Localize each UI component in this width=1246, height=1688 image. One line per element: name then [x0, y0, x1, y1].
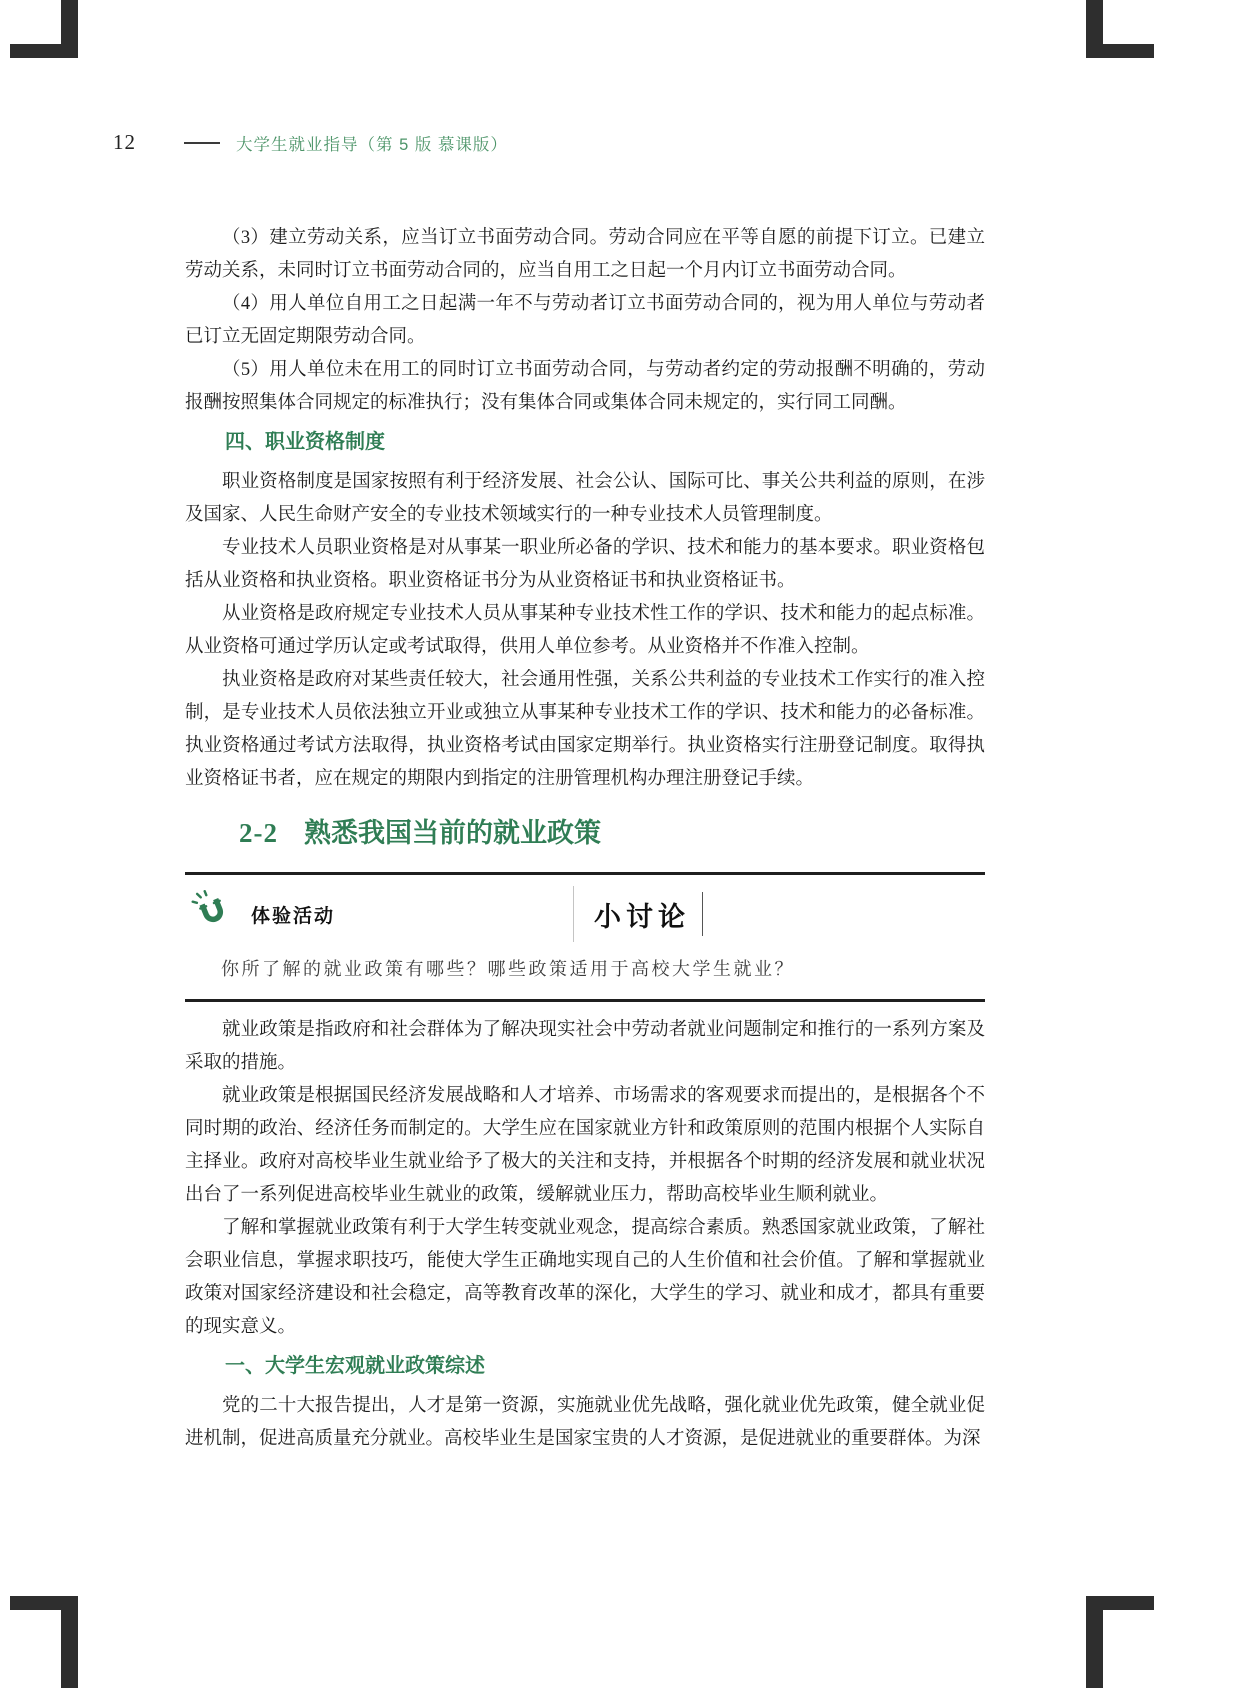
- paragraph: 党的二十大报告提出，人才是第一资源，实施就业优先战略，强化就业优先政策，健全就业促进机制，促进高质量充分就业。高校毕业生是国家宝贵的人才资源，是促进就业的重要群体。为深: [185, 1396, 985, 1449]
- corner-mark-bottom-left: [10, 1596, 78, 1688]
- activity-divider-dark: [702, 892, 703, 936]
- corner-mark-bottom-right: [1086, 1596, 1154, 1688]
- paragraph: （4）用人单位自用工之日起满一年不与劳动者订立书面劳动合同的，视为用人单位与劳动者已订立无固定期限劳动合同。: [185, 294, 985, 347]
- magnet-icon: [191, 890, 237, 939]
- paragraph: 从业资格是政府规定专业技术人员从事某种专业技术性工作的学识、技术和能力的起点标准。从业资格可通过学历认定或考试取得，供用人单位参考。从业资格并不作准入控制。: [185, 604, 985, 657]
- book-title: 大学生就业指导（第 5 版 慕课版）: [236, 135, 508, 154]
- page-content: [185, 222, 985, 1456]
- paragraph: （3）建立劳动关系，应当订立书面劳动合同。劳动合同应在平等自愿的前提下订立。已建立劳动关系，未同时订立书面劳动合同的，应当自用工之日起一个月内订立书面劳动合同。: [185, 228, 985, 281]
- page-number: 12: [113, 130, 136, 154]
- section-title: 熟悉我国当前的就业政策: [304, 818, 601, 848]
- heading-section-four: 四、职业资格制度: [225, 431, 385, 453]
- heading-section-one: 一、大学生宏观就业政策综述: [225, 1355, 485, 1377]
- corner-mark-top-left: [10, 0, 78, 58]
- policy-section: [185, 1014, 985, 1344]
- paragraph: 执业资格是政府对某些责任较大，社会通用性强，关系公共利益的专业技术工作实行的准入控制，是专业技术人员依法独立开业或独立从事某种专业技术工作的学识、技术和能力的必备标准。执业资格通过考试方法取得，执业资格考试由国家定期举行。执业资格实行注册登记制度。取得执业资格证书者，应在规定的期限内到指定的注册管理机构办理注册登记手续。: [185, 670, 985, 789]
- activity-tag: 小讨论: [594, 901, 691, 932]
- activity-bottom-rule: [185, 999, 985, 1002]
- paragraph: 就业政策是根据国民经济发展战略和人才培养、市场需求的客观要求而提出的，是根据各个不同时期的政治、经济任务而制定的。大学生应在国家就业方针和政策原则的范围内根据个人实际自主择业。政府对高校毕业生就业给予了极大的关注和支持，并根据各个时期的经济发展和就业状况出台了一系列促进高校毕业生就业的政策，缓解就业压力，帮助高校毕业生顺利就业。: [185, 1086, 985, 1205]
- header-dash-rule: [184, 142, 220, 144]
- activity-divider-light: [573, 886, 574, 942]
- corner-mark-top-right: [1086, 0, 1154, 58]
- paragraph: 职业资格制度是国家按照有利于经济发展、社会公认、国际可比、事关公共利益的原则，在涉及国家、人民生命财产安全的专业技术领域实行的一种专业技术人员管理制度。: [185, 472, 985, 525]
- running-head: [113, 130, 508, 155]
- activity-header: [185, 875, 985, 953]
- activity-question: 你所了解的就业政策有哪些？哪些政策适用于高校大学生就业？: [221, 959, 795, 979]
- paragraph: 就业政策是指政府和社会群体为了解决现实社会中劳动者就业问题制定和推行的一系列方案及采取的措施。: [185, 1020, 985, 1073]
- activity-label: 体验活动: [251, 905, 336, 927]
- paragraph: 了解和掌握就业政策有利于大学生转变就业观念，提高综合素质。熟悉国家就业政策，了解社会职业信息，掌握求职技巧，能使大学生正确地实现自己的人生价值和社会价值。了解和掌握就业政策对国家经济建设和社会稳定，高等教育改革的深化，大学生的学习、就业和成才，都具有重要的现实意义。: [185, 1218, 985, 1337]
- heading-section-2-2: [185, 814, 985, 852]
- paragraph: （5）用人单位未在用工的同时订立书面劳动合同，与劳动者约定的劳动报酬不明确的，劳动报酬按照集体合同规定的标准执行；没有集体合同或集体合同未规定的，实行同工同酬。: [185, 360, 985, 413]
- paragraph: 专业技术人员职业资格是对从事某一职业所必备的学识、技术和能力的基本要求。职业资格包括从业资格和执业资格。职业资格证书分为从业资格证书和执业资格证书。: [185, 538, 985, 591]
- section-number: 2-2: [239, 818, 278, 848]
